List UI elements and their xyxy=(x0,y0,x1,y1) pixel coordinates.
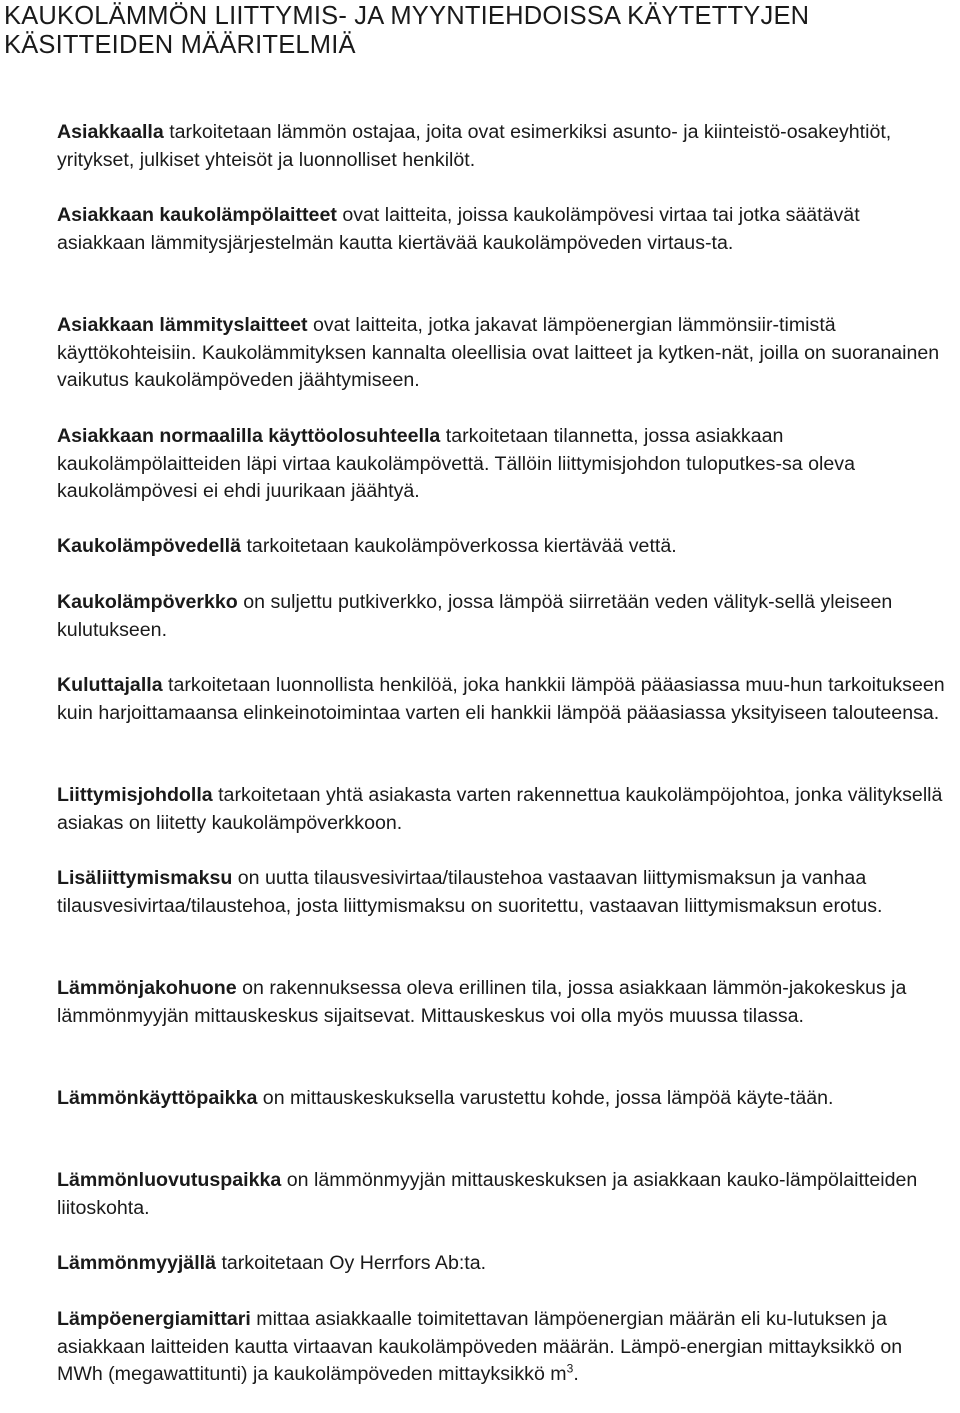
definition-lammonkayttopaikka xyxy=(57,1085,947,1113)
definition-term: Asiakkaan lämmityslaitteet xyxy=(57,314,308,336)
definition-asiakkaan-lammityslaitteet xyxy=(57,312,947,395)
definition-text: tarkoitetaan lämmön ostajaa, joita ovat esimerkiksi asunto- ja kiinteistö-osakeyhtiöt, yritykset, julkiset yhteisöt ja luonnolliset henkilöt. xyxy=(57,121,892,171)
definition-tail: . xyxy=(573,1363,579,1385)
definition-term: Lämmönjakohuone xyxy=(57,977,237,999)
definition-liittymisjohdolla xyxy=(57,782,947,837)
definition-kaukolampovedella xyxy=(57,533,947,561)
definition-term: Liittymisjohdolla xyxy=(57,784,213,806)
definition-lampoenergiamittari xyxy=(57,1306,947,1389)
definition-asiakkaan-kaukolampolaitteet xyxy=(57,202,947,257)
document-title xyxy=(4,2,944,60)
definition-lammonjakohuone xyxy=(57,975,947,1030)
definition-term: Asiakkaalla xyxy=(57,121,164,143)
definition-text: ovat laitteita, joissa kaukolämpövesi virtaa tai jotka säätävät asiakkaan lämmitysjärjestelmän kautta kiertävää kaukolämpöveden virtaus-ta. xyxy=(57,204,860,254)
definition-text: tarkoitetaan tilannetta, jossa asiakkaan kaukolämpölaitteiden läpi virtaa kaukolämpövettä. Tällöin liittymisjohdon tuloputkes-sa oleva kaukolämpövesi ei ehdi juurikaan jäähtyä. xyxy=(57,425,855,502)
definition-asiakkaalla xyxy=(57,119,947,174)
definition-lammonmyyjalla xyxy=(57,1250,947,1278)
definition-text: on suljettu putkiverkko, jossa lämpöä siirretään veden välityk-sellä yleiseen kulutukseen. xyxy=(57,591,893,641)
superscript-three: 3 xyxy=(566,1361,574,1376)
definition-text: on uutta tilausvesivirtaa/tilaustehoa vastaavan liittymismaksun ja vanhaa tilausvesivirtaa/tilaustehoa, josta liittymismaksu on suoritettu, vastaavan liittymismaksun erotus. xyxy=(57,867,883,917)
definition-kuluttajalla xyxy=(57,672,947,727)
definition-term: Lämmönmyyjällä xyxy=(57,1252,216,1274)
definition-text: tarkoitetaan luonnollista henkilöä, joka hankkii lämpöä pääasiassa muu-hun tarkoitukseen kuin harjoittamaansa elinkeinotoimintaa varten eli hankkii lämpöä pääasiassa yksityiseen talouteensa. xyxy=(57,674,945,724)
definition-text: on lämmönmyyjän mittauskeskuksen ja asiakkaan kauko-lämpölaitteiden liitoskohta. xyxy=(57,1169,918,1219)
definition-term: Kuluttajalla xyxy=(57,674,163,696)
definition-term: Kaukolämpövedellä xyxy=(57,535,242,557)
definition-term: Lämmönluovutuspaikka xyxy=(57,1169,282,1191)
definition-text: ovat laitteita, jotka jakavat lämpöenergian lämmönsiir-timistä käyttökohteisiin. Kaukolämmityksen kannalta oleellisia ovat laitteet ja kytken-nät, joilla on suoranainen vaikutus kaukolämpöveden jäähtymiseen. xyxy=(57,314,940,391)
definition-lammonluovutuspaikka xyxy=(57,1167,947,1222)
definition-lisaliittymismaksu xyxy=(57,865,947,920)
definition-text: on mittauskeskuksella varustettu kohde, jossa lämpöä käyte-tään. xyxy=(257,1087,834,1109)
definition-text: mittaa asiakkaalle toimitettavan lämpöenergian määrän eli ku-lutuksen ja asiakkaan laitteiden kautta virtaavan kaukolämpöveden määrän. Lämpö-energian mittayksikkö on MWh (megawattitunti) ja kaukolämpöveden mittayksikkö m xyxy=(57,1308,903,1385)
definition-term: Asiakkaan kaukolämpölaitteet xyxy=(57,204,337,226)
definition-text: tarkoitetaan yhtä asiakasta varten rakennettua kaukolämpöjohtoa, jonka välityksellä asiakas on liitetty kaukolämpöverkkoon. xyxy=(57,784,943,834)
definition-term: Asiakkaan normaalilla käyttöolosuhteella xyxy=(57,425,441,447)
definition-normaali-kayttoolosuhde xyxy=(57,423,947,506)
definition-term: Lämpöenergiamittari xyxy=(57,1308,251,1330)
definition-term: Lämmönkäyttöpaikka xyxy=(57,1087,258,1109)
title-line-1: KAUKOLÄMMÖN LIITTYMIS- JA MYYNTIEHDOISSA KÄYTETTYJEN xyxy=(4,2,810,30)
definition-text: on rakennuksessa oleva erillinen tila, jossa asiakkaan lämmön-jakokeskus ja lämmönmyyjän mittauskeskus sijaitsevat. Mittauskeskus voi olla myös muussa tilassa. xyxy=(57,977,907,1027)
definition-kaukolampoverkko xyxy=(57,589,947,644)
title-line-2: KÄSITTEIDEN MÄÄRITELMIÄ xyxy=(4,31,356,59)
definition-term: Lisäliittymismaksu xyxy=(57,867,233,889)
definition-text: tarkoitetaan kaukolämpöverkossa kiertävää vettä. xyxy=(241,535,677,557)
definition-term: Kaukolämpöverkko xyxy=(57,591,238,613)
definition-text: tarkoitetaan Oy Herrfors Ab:ta. xyxy=(216,1252,487,1274)
